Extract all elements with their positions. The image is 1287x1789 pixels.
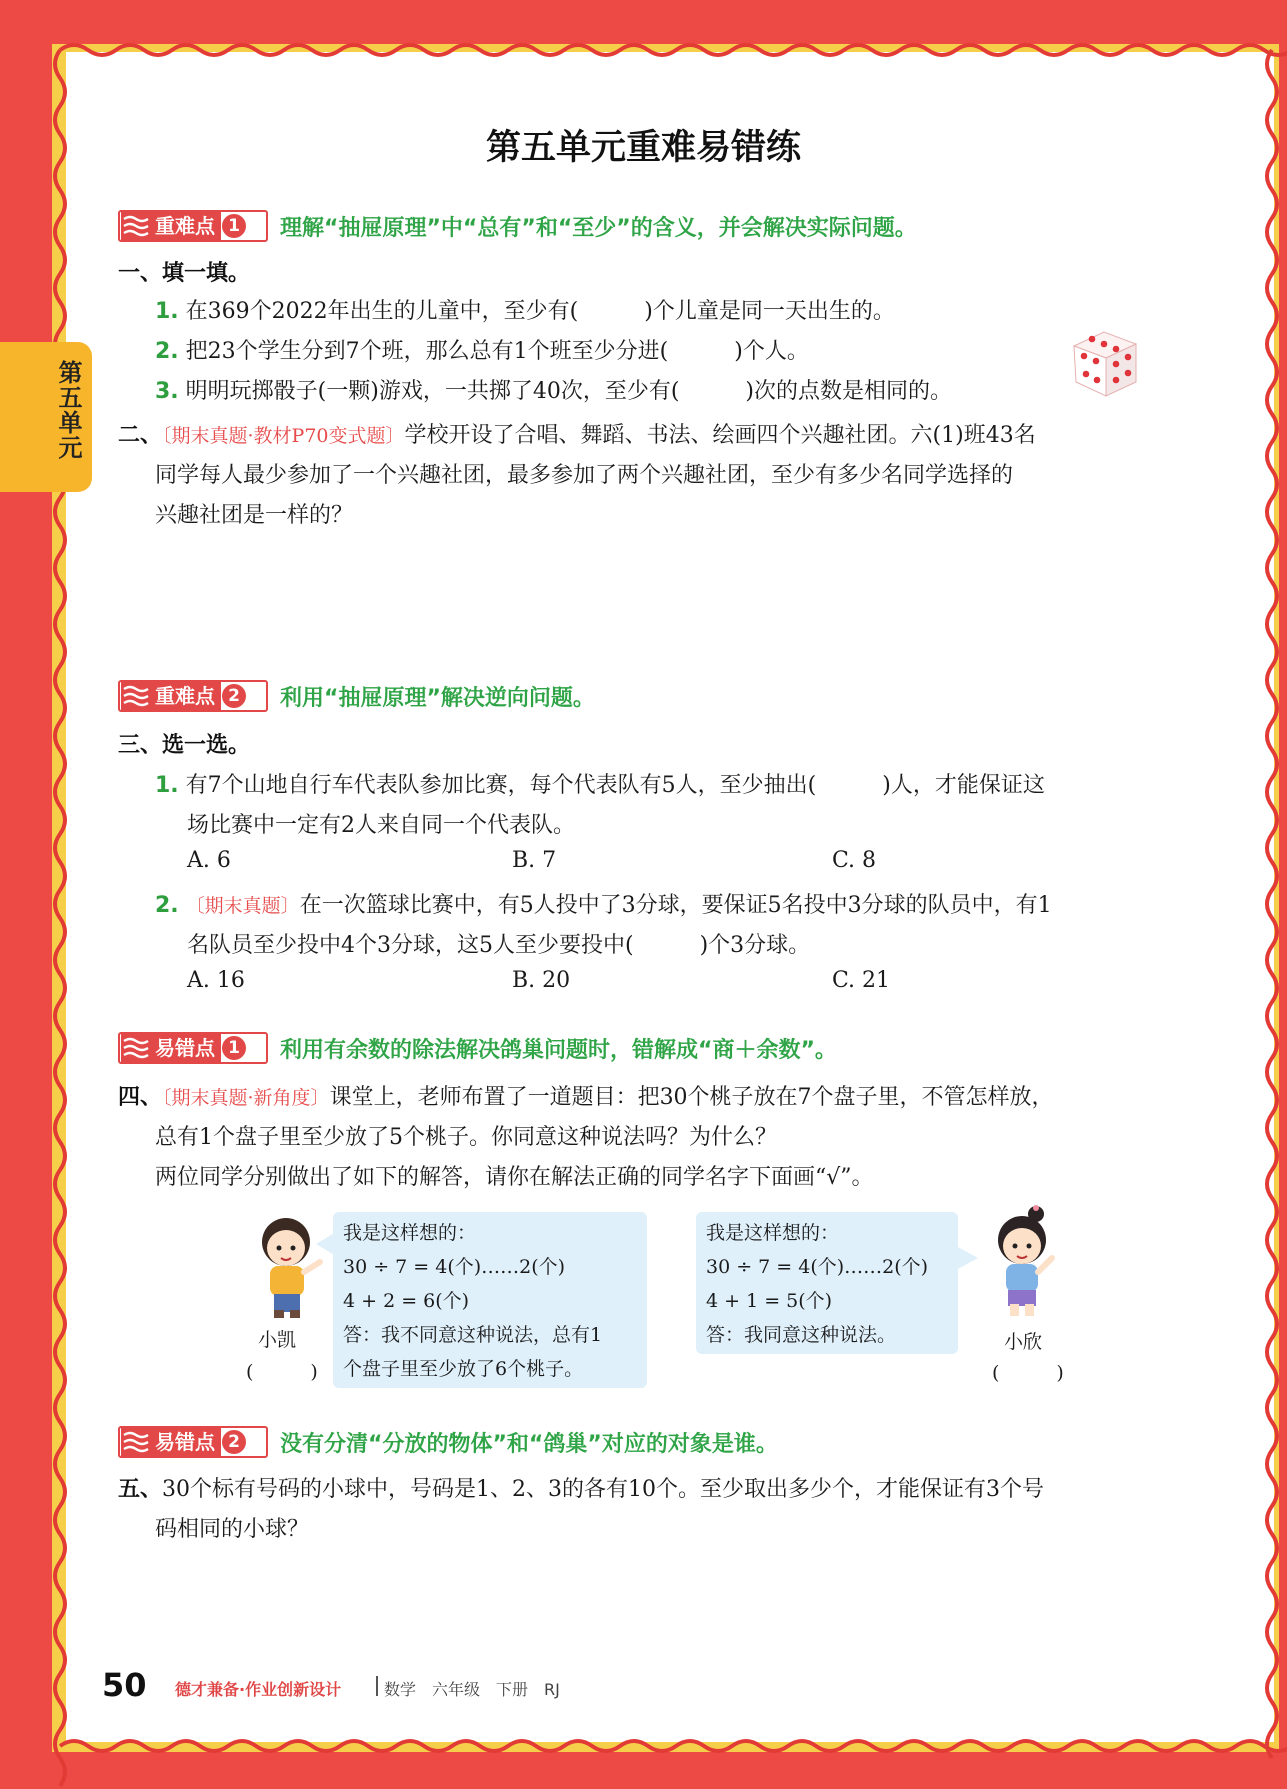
bubble-line: 4 + 1 = 5(个) [706, 1290, 833, 1312]
question-text: 在一次篮球比赛中，有5人投中了3分球，要保证5名投中3分球的队员中，有1 [299, 893, 1052, 918]
page-title: 第五单元重难易错练 [485, 128, 801, 168]
bubble-line: 我是这样想的： [706, 1222, 840, 1244]
girl-answer-paren[interactable]: ( ) [992, 1362, 1064, 1384]
error-point-text-1: 利用有余数的除法解决鸽巢问题时，错解成“商＋余数”。 [280, 1038, 837, 1063]
footer-divider [376, 1676, 378, 1696]
dice-icon [1064, 324, 1144, 402]
bubble-tail [956, 1246, 978, 1270]
error-point-badge-2 [118, 1426, 268, 1458]
boy-speech-bubble [333, 1212, 647, 1388]
section-4-line-2: 总有1个盘子里至少放了5个桃子。你同意这种说法吗？为什么？ [155, 1125, 777, 1150]
boy-answer-paren[interactable]: ( ) [246, 1361, 318, 1383]
question-number: 1. [155, 773, 179, 798]
question-number: 2. [155, 893, 179, 918]
question-text: 明明玩掷骰子(一颗)游戏，一共掷了40次，至少有( )次的点数是相同的。 [185, 379, 953, 404]
question-text: 有7个山地自行车代表队参加比赛，每个代表队有5人，至少抽出( )人，才能保证这 [185, 773, 1045, 798]
stripes-icon [121, 212, 151, 240]
badge-label: 重难点 [151, 212, 221, 240]
question-3-1-line-1 [155, 768, 1045, 799]
key-point-text-2: 利用“抽屉原理”解决逆向问题。 [280, 686, 595, 711]
option-b[interactable]: B. 7 [512, 848, 557, 873]
question-number: 3. [155, 379, 179, 404]
section-3-heading: 三、选一选。 [118, 733, 251, 758]
section-5-text: 30个标有号码的小球中，号码是1、2、3的各有10个。至少取出多少个，才能保证有3个号 [162, 1477, 1044, 1502]
question-text: 把23个学生分到7个班，那么总有1个班至少分进( )个人。 [185, 339, 809, 364]
question-1-3 [155, 374, 952, 405]
bubble-line: 30 ÷ 7 = 4(个)……2(个) [343, 1256, 566, 1278]
section-2-line-3: 兴趣社团是一样的？ [155, 503, 354, 528]
badge-label: 易错点 [151, 1428, 221, 1456]
boy-avatar [248, 1212, 330, 1322]
stripes-icon [121, 1034, 151, 1062]
section-4-tag: 〔期末真题·新角度〕 [162, 1087, 330, 1109]
unit-side-tab-label: 第五单元 [54, 360, 82, 460]
badge-index: 1 [222, 214, 246, 238]
error-point-badge-1 [118, 1032, 268, 1064]
key-point-badge-2 [118, 680, 268, 712]
section-2-line-1 [118, 418, 1036, 449]
bubble-line: 30 ÷ 7 = 4(个)……2(个) [706, 1256, 929, 1278]
section-2-tag: 〔期末真题·教材P70变式题〕 [162, 425, 405, 447]
girl-name: 小欣 [1004, 1331, 1043, 1353]
question-1-2 [155, 334, 809, 365]
girl-speech-bubble [696, 1212, 958, 1354]
bubble-line: 4 + 2 = 6(个) [343, 1290, 470, 1312]
unit-side-tab [0, 342, 92, 492]
footer-subject: 数学 六年级 下册 RJ [384, 1680, 560, 1699]
question-number: 1. [155, 299, 179, 324]
badge-label: 易错点 [151, 1034, 221, 1062]
option-b[interactable]: B. 20 [512, 968, 571, 993]
section-1-heading: 一、填一填。 [118, 261, 251, 286]
badge-index: 1 [222, 1036, 246, 1060]
section-2-text: 学校开设了合唱、舞蹈、书法、绘画四个兴趣社团。六(1)班43名 [404, 423, 1036, 448]
section-5-line-1 [118, 1472, 1044, 1503]
section-2-line-2: 同学每人最少参加了一个兴趣社团，最多参加了两个兴趣社团，至少有多少名同学选择的 [155, 463, 1014, 488]
bubble-line: 个盘子里至少放了6个桃子。 [343, 1358, 584, 1380]
stripes-icon [121, 1428, 151, 1456]
page-number: 50 [102, 1666, 147, 1704]
section-4-prefix: 四、 [118, 1085, 163, 1110]
stripes-icon [121, 682, 151, 710]
bubble-line: 答：我同意这种说法。 [706, 1324, 897, 1346]
question-text: 在369个2022年出生的儿童中，至少有( )个儿童是同一天出生的。 [185, 299, 895, 324]
badge-index: 2 [222, 1430, 246, 1454]
option-c[interactable]: C. 21 [832, 968, 891, 993]
badge-label: 重难点 [151, 682, 221, 710]
bubble-line: 我是这样想的： [343, 1222, 477, 1244]
question-3-2-line-1 [155, 888, 1052, 919]
option-a[interactable]: A. 6 [187, 848, 231, 873]
section-4-line-1 [118, 1080, 1054, 1111]
question-3-2-line-2: 名队员至少投中4个3分球，这5人至少要投中( )个3分球。 [187, 933, 811, 958]
option-a[interactable]: A. 16 [187, 968, 245, 993]
question-3-1-line-2: 场比赛中一定有2人来自同一个代表队。 [187, 813, 575, 838]
section-5-prefix: 五、 [118, 1477, 163, 1502]
footer-brand: 德才兼备·作业创新设计 [175, 1680, 342, 1699]
bubble-line: 答：我不同意这种说法，总有1 [343, 1324, 603, 1346]
girl-avatar [980, 1200, 1070, 1322]
section-2-prefix: 二、 [118, 423, 163, 448]
section-4-text: 课堂上，老师布置了一道题目：把30个桃子放在7个盘子里，不管怎样放， [329, 1085, 1054, 1110]
badge-index: 2 [222, 684, 246, 708]
question-1-1 [155, 294, 895, 325]
section-5-line-2: 码相同的小球？ [155, 1517, 310, 1542]
option-c[interactable]: C. 8 [832, 848, 877, 873]
key-point-badge-1 [118, 210, 268, 242]
question-tag: 〔期末真题〕 [185, 895, 300, 917]
section-4-line-3: 两位同学分别做出了如下的解答，请你在解法正确的同学名字下面画“√”。 [155, 1165, 874, 1190]
question-number: 2. [155, 339, 179, 364]
error-point-text-2: 没有分清“分放的物体”和“鸽巢”对应的对象是谁。 [280, 1432, 778, 1457]
key-point-text-1: 理解“抽屉原理”中“总有”和“至少”的含义，并会解决实际问题。 [280, 216, 917, 241]
boy-name: 小凯 [258, 1329, 297, 1351]
